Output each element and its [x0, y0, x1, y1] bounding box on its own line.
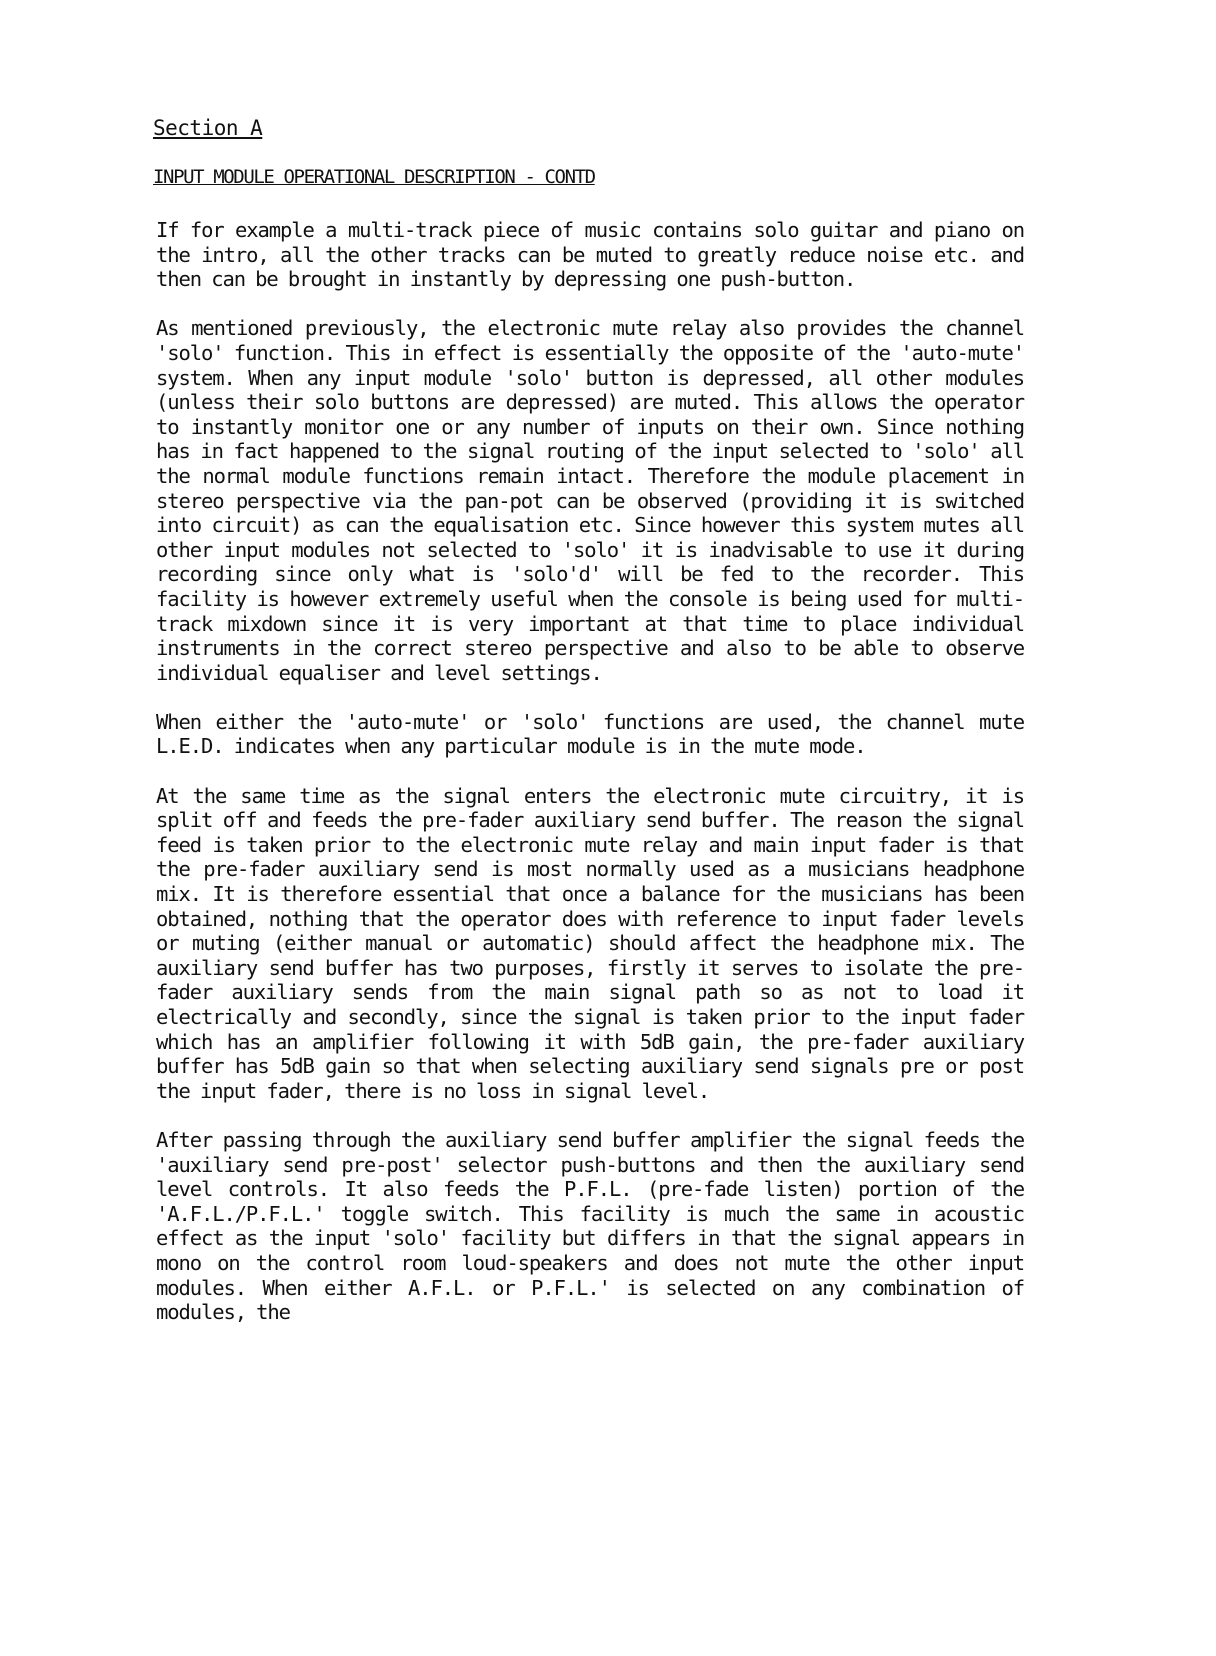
paragraph-mute-led: When either the 'auto-mute' or 'solo' functions are used, the channel mute L.E.D. indicates when any particular module is in the mute mode.	[156, 709, 1024, 759]
page-heading: INPUT MODULE OPERATIONAL DESCRIPTION - CONTD	[153, 166, 595, 188]
section-label: Section A	[153, 116, 263, 140]
body-text	[156, 218, 1024, 1325]
paragraph-auto-mute-example: If for example a multi-track piece of music contains solo guitar and piano on the intro, all the other tracks can be muted to greatly reduce noise etc. and then can be brought in instantly by depressing one push-button.	[156, 218, 1024, 292]
paragraph-pre-fader-aux-send: At the same time as the signal enters the electronic mute circuitry, it is split off and feeds the pre-fader auxiliary send buffer. The reason the signal feed is taken prior to the electronic mute relay and main input fader is that the pre-fader auxiliary send is most normally used as a musicians headphone mix. It is therefore essential that once a balance for the musicians has been obtained, nothing that the operator does with reference to input fader levels or muting (either manual or automatic) should affect the headphone mix. The auxiliary send buffer has two purposes, firstly it serves to isolate the pre-fader auxiliary sends from the main signal path so as not to load it electrically and secondly, since the signal is taken prior to the input fader which has an amplifier following it with 5dB gain, the pre-fader auxiliary buffer has 5dB gain so that when selecting auxiliary send signals pre or post the input fader, there is no loss in signal level.	[156, 783, 1024, 1103]
paragraph-afl-pfl: After passing through the auxiliary send buffer amplifier the signal feeds the 'auxiliary send pre-post' selector push-buttons and then the auxiliary send level controls. It also feeds the P.F.L. (pre-fade listen) portion of the 'A.F.L./P.F.L.' toggle switch. This facility is much the same in acoustic effect as the input 'solo' facility but differs in that the signal appears in mono on the control room loud-speakers and does not mute the other input modules. When either A.F.L. or P.F.L.' is selected on any combination of modules, the	[156, 1127, 1024, 1325]
paragraph-solo-function: As mentioned previously, the electronic mute relay also provides the channel 'solo' function. This in effect is essentially the opposite of the 'auto-mute' system. When any input module 'solo' button is depressed, all other modules (unless their solo buttons are depressed) are muted. This allows the operator to instantly monitor one or any number of inputs on their own. Since nothing has in fact happened to the signal routing of the input selected to 'solo' all the normal module functions remain intact. Therefore the module placement in stereo perspective via the pan-pot can be observed (providing it is switched into circuit) as can the equalisation etc. Since however this system mutes all other input modules not selected to 'solo' it is inadvisable to use it during recording since only what is 'solo'd' will be fed to the recorder. This facility is however extremely useful when the console is being used for multi-track mixdown since it is very important at that time to place individual instruments in the correct stereo perspective and also to be able to observe individual equaliser and level settings.	[156, 316, 1024, 685]
